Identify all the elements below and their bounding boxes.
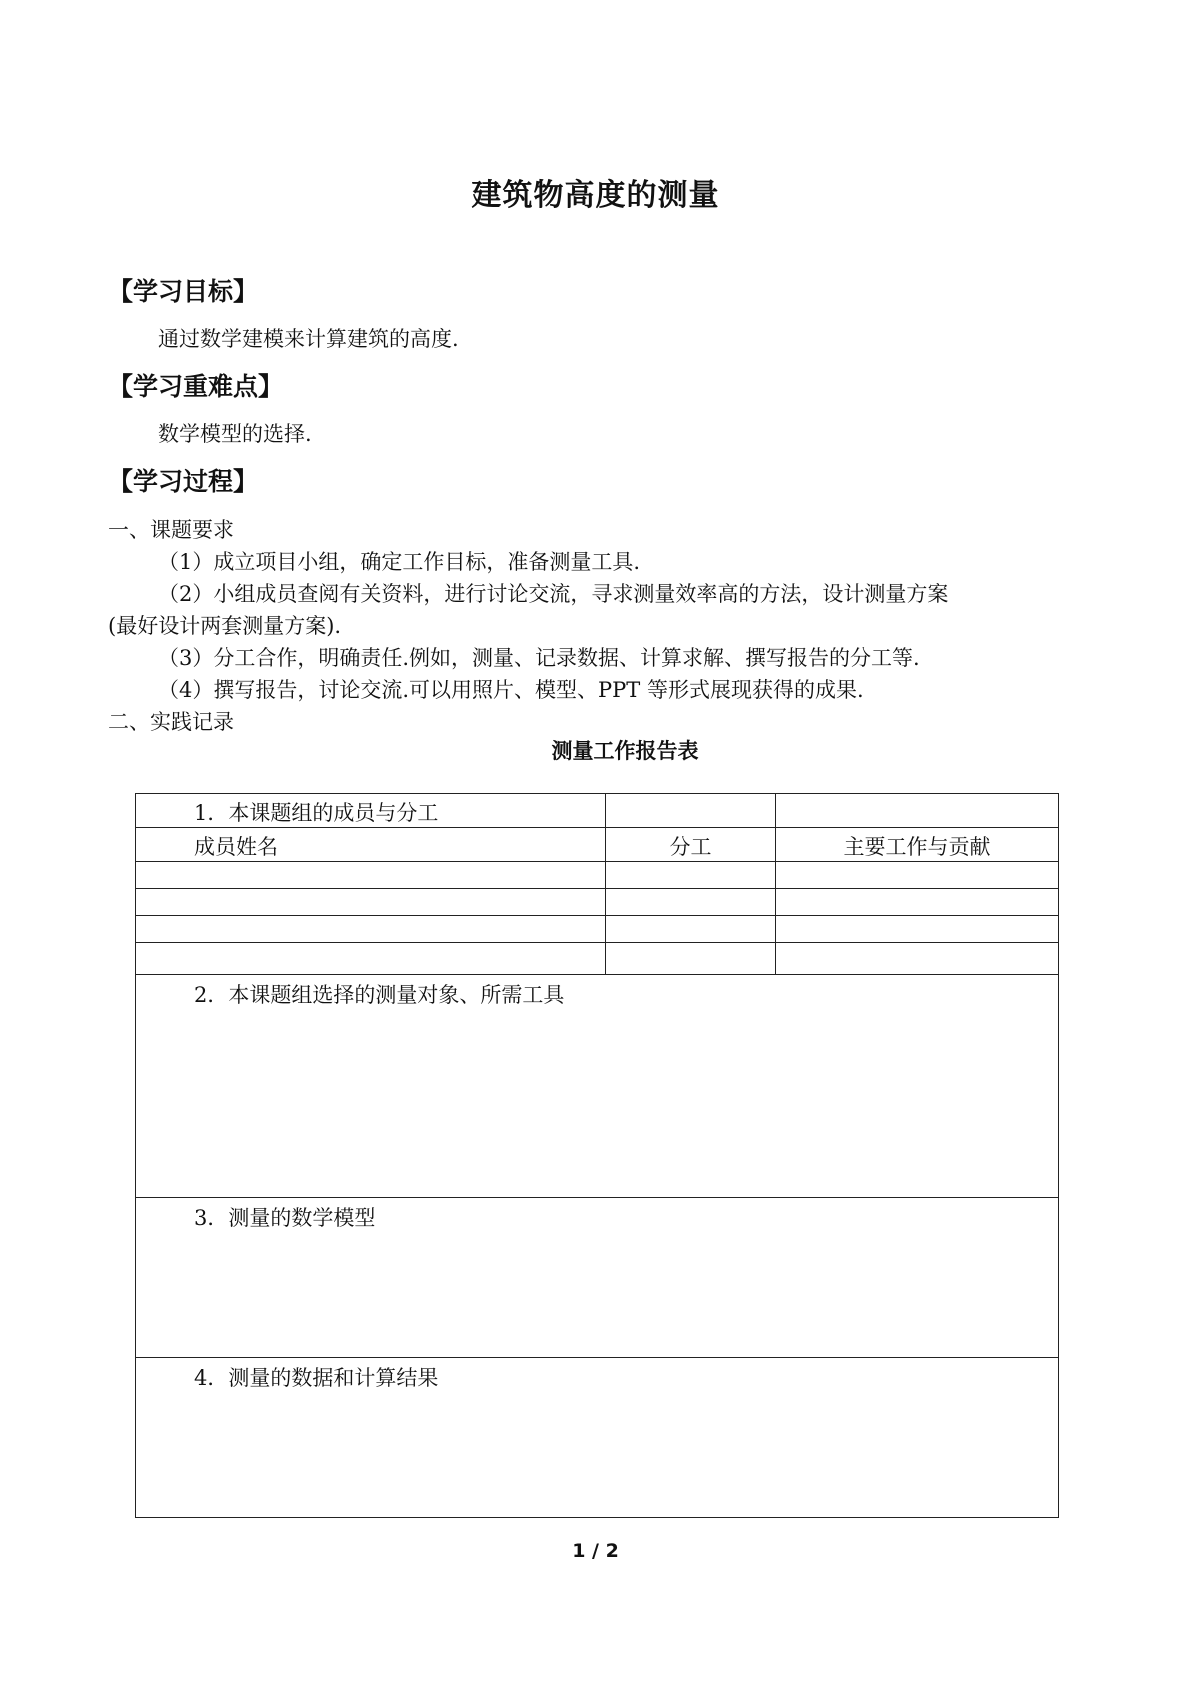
header-division: 分工	[669, 835, 712, 859]
section-heading-process: 【学习过程】	[108, 467, 259, 496]
key-points-text: 数学模型的选择.	[158, 422, 312, 446]
report-table-caption: 测量工作报告表	[551, 739, 699, 763]
section-heading-key-points: 【学习重难点】	[108, 372, 284, 401]
table-cell	[136, 943, 606, 975]
table-cell	[136, 828, 606, 862]
table-cell	[136, 1198, 1059, 1358]
table-row	[136, 916, 1059, 943]
table-cell	[776, 828, 1059, 862]
table-cell	[136, 975, 1059, 1198]
process-item: （4）撰写报告，讨论交流.可以用照片、模型、PPT 等形式展现获得的成果.	[158, 678, 864, 702]
table-cell	[136, 794, 606, 828]
part2-title: 二、实践记录	[108, 710, 234, 734]
row4-label: 4．测量的数据和计算结果	[194, 1366, 439, 1390]
page-number: 1 / 2	[572, 1540, 619, 1562]
table-row	[136, 1198, 1059, 1358]
table-row	[136, 862, 1059, 889]
table-cell	[776, 943, 1059, 975]
table-row	[136, 794, 1059, 828]
process-item: （3）分工合作，明确责任.例如，测量、记录数据、计算求解、撰写报告的分工等.	[158, 646, 920, 670]
table-cell	[606, 916, 776, 943]
table-cell	[136, 916, 606, 943]
report-table	[135, 793, 1059, 1518]
table-cell	[606, 943, 776, 975]
table-row	[136, 1358, 1059, 1518]
table-cell	[606, 794, 776, 828]
process-item: （1）成立项目小组，确定工作目标，准备测量工具.	[158, 550, 641, 574]
table-cell	[606, 828, 776, 862]
document-title: 建筑物高度的测量	[471, 178, 720, 213]
table-cell	[776, 916, 1059, 943]
process-item: (最好设计两套测量方案).	[108, 614, 342, 638]
row2-label: 2．本课题组选择的测量对象、所需工具	[194, 983, 565, 1007]
goals-text: 通过数学建模来计算建筑的高度.	[158, 327, 459, 351]
header-member-name: 成员姓名	[194, 835, 278, 859]
table-cell	[776, 862, 1059, 889]
table-cell	[776, 889, 1059, 916]
part1-title: 一、课题要求	[108, 518, 234, 542]
table-cell	[606, 889, 776, 916]
table-cell	[136, 889, 606, 916]
table-cell	[136, 1358, 1059, 1518]
table-cell	[136, 862, 606, 889]
table-cell	[606, 862, 776, 889]
row3-label: 3．测量的数学模型	[194, 1206, 376, 1230]
table-cell	[776, 794, 1059, 828]
process-item: （2）小组成员查阅有关资料，进行讨论交流，寻求测量效率高的方法，设计测量方案	[158, 582, 949, 606]
row1-label: 1．本课题组的成员与分工	[194, 801, 439, 825]
table-header-row	[136, 828, 1059, 862]
table-row	[136, 889, 1059, 916]
table-row	[136, 943, 1059, 975]
header-contribution: 主要工作与贡献	[843, 835, 991, 859]
table-row	[136, 975, 1059, 1198]
section-heading-goals: 【学习目标】	[108, 277, 259, 306]
